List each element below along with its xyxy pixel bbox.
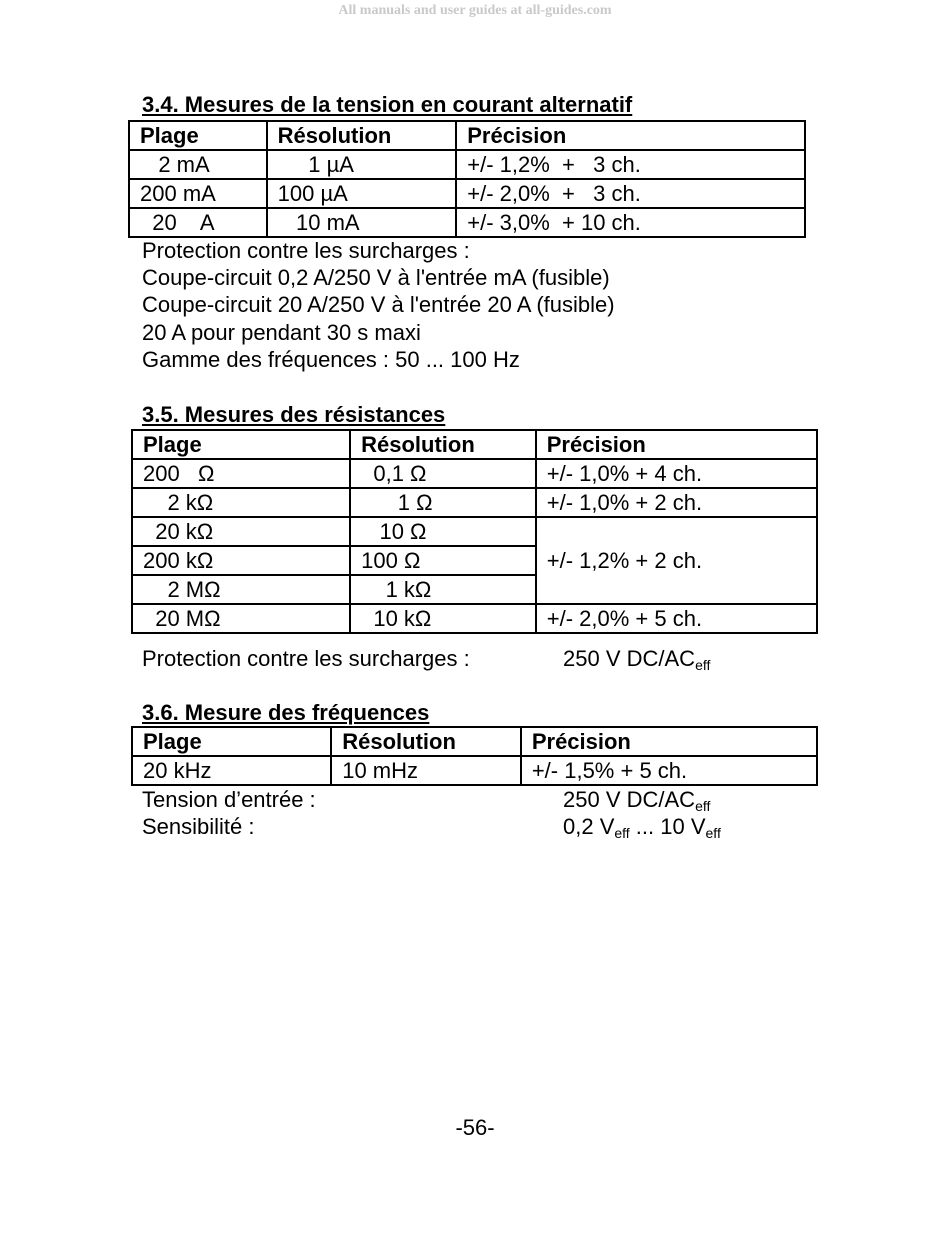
cell-plage: 2 kΩ (132, 488, 350, 517)
table-row (129, 208, 805, 237)
table-header-row (132, 727, 817, 756)
table-frequency (131, 726, 818, 786)
protection-value-main: 250 V DC/AC (563, 646, 696, 671)
sensitivity-subscript-b: eff (705, 825, 721, 841)
cell-plage: 20 kHz (132, 756, 331, 785)
note-line: 20 A pour pendant 30 s maxi (142, 320, 421, 345)
table-header-row (132, 430, 817, 459)
note-line: Protection contre les surcharges : (142, 238, 470, 263)
note-line: Coupe-circuit 20 A/250 V à l'entrée 20 A (fusible) (142, 292, 615, 317)
page-number: -56- (455, 1115, 495, 1140)
tension-value-main: 250 V DC/AC (563, 787, 696, 812)
table-header-row (129, 121, 805, 150)
cell-precision: +/- 3,0% + 10 ch. (456, 208, 805, 237)
note-line: Gamme des fréquences : 50 ... 100 Hz (142, 347, 520, 372)
cell-precision: +/- 1,0% + 2 ch. (536, 488, 817, 517)
cell-plage: 2 MΩ (132, 575, 350, 604)
section-title-3-4: 3.4. Mesures de la tension en courant alternatif (142, 92, 633, 117)
header-precision: Précision (521, 727, 817, 756)
cell-plage: 200 kΩ (132, 546, 350, 575)
header-precision: Précision (456, 121, 805, 150)
protection-label: Protection contre les surcharges : (142, 646, 470, 671)
cell-precision: +/- 2,0% + 3 ch. (456, 179, 805, 208)
sensitivity-value-b: ... 10 V (629, 814, 706, 839)
sensitivity-value (563, 813, 721, 847)
protection-value-subscript: eff (695, 657, 711, 673)
sensitivity-value-a: 0,2 V (563, 814, 615, 839)
table-row (132, 517, 817, 546)
cell-resolution: 10 kΩ (350, 604, 536, 633)
table-row (129, 179, 805, 208)
header-precision: Précision (536, 430, 817, 459)
section-title-3-6: 3.6. Mesure des fréquences (142, 700, 430, 725)
cell-plage: 20 A (129, 208, 267, 237)
tension-label: Tension d’entrée : (142, 787, 316, 812)
cell-resolution: 100 Ω (350, 546, 536, 575)
cell-plage: 20 MΩ (132, 604, 350, 633)
cell-plage: 2 mA (129, 150, 267, 179)
cell-precision: +/- 1,5% + 5 ch. (521, 756, 817, 785)
cell-resolution: 10 Ω (350, 517, 536, 546)
section-title-3-5: 3.5. Mesures des résistances (142, 402, 446, 427)
cell-plage: 20 kΩ (132, 517, 350, 546)
note-line: Coupe-circuit 0,2 A/250 V à l'entrée mA (fusible) (142, 265, 610, 290)
protection-value (563, 645, 710, 679)
cell-plage: 200 Ω (132, 459, 350, 488)
table-row (132, 488, 817, 517)
header-plage: Plage (132, 430, 350, 459)
cell-resolution: 100 µA (267, 179, 457, 208)
header-resolution: Résolution (331, 727, 521, 756)
sensitivity-subscript-a: eff (614, 825, 630, 841)
header-resolution: Résolution (267, 121, 457, 150)
cell-resolution: 1 Ω (350, 488, 536, 517)
cell-precision: +/- 1,0% + 4 ch. (536, 459, 817, 488)
table-row (132, 459, 817, 488)
table-resistance (131, 429, 818, 634)
table-row (132, 756, 817, 785)
table-ac-current (128, 120, 806, 238)
cell-precision: +/- 2,0% + 5 ch. (536, 604, 817, 633)
watermark: All manuals and user guides at all-guides.com (338, 3, 612, 18)
cell-plage: 200 mA (129, 179, 267, 208)
cell-precision-merged: +/- 1,2% + 2 ch. (536, 517, 817, 604)
cell-resolution: 10 mHz (331, 756, 521, 785)
cell-precision: +/- 1,2% + 3 ch. (456, 150, 805, 179)
cell-resolution: 1 kΩ (350, 575, 536, 604)
tension-value-subscript: eff (695, 798, 711, 814)
header-plage: Plage (132, 727, 331, 756)
header-resolution: Résolution (350, 430, 536, 459)
header-plage: Plage (129, 121, 267, 150)
cell-resolution: 10 mA (267, 208, 457, 237)
cell-resolution: 1 µA (267, 150, 457, 179)
table-row (129, 150, 805, 179)
sensitivity-label: Sensibilité : (142, 814, 255, 839)
cell-resolution: 0,1 Ω (350, 459, 536, 488)
table-row (132, 604, 817, 633)
